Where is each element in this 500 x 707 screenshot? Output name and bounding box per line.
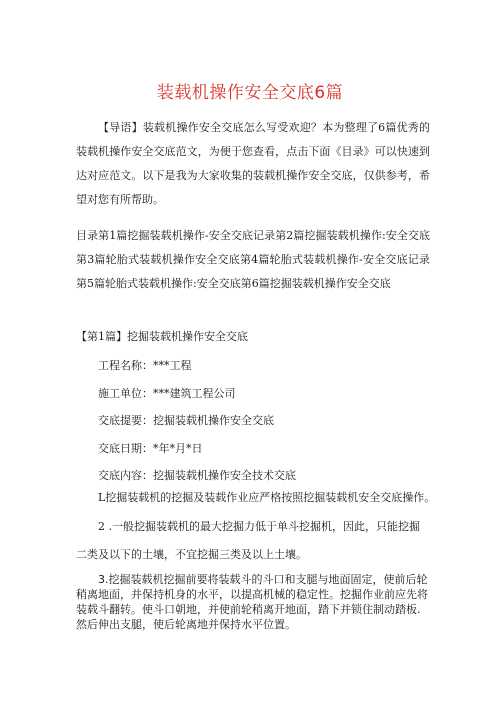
rule-item-1: L挖掘装载机的挖掘及装载作业应严格按照挖掘装载机安全交底操作。 — [98, 491, 436, 504]
field-construction-unit: 施工单位：***建筑工程公司 — [98, 386, 236, 400]
rule-item-3: 3.挖掘装载机挖掘前要将装载斗的斗口和支腿与地面固定，使前后轮稍离地面，并保持机身的水平，以提高机械的稳定性。挖掘作业前应先将装载斗翻转。使斗口朝地，并使前轮稍离开地面，踏下并锁住制动踏板.然后伸出支腿，使后轮离地并保持水平位置。 — [76, 573, 428, 631]
disclosure-fields — [98, 352, 296, 490]
table-of-contents: 目录第1篇挖掘装载机操作-安全交底记录第2篇挖掘装载机操作:安全交底第3篇轮胎式装载机操作安全交底第4篇轮胎式装载机操作-安全交底记录第5篇轮胎式装载机操作:安全交底第6篇挖掘装载机操作安全交底 — [76, 229, 430, 290]
section-1-heading: 【第1篇】挖掘装载机操作安全交底 — [76, 330, 248, 343]
field-disclosure-content: 交底内容：挖掘装载机操作安全技术交底 — [98, 469, 296, 483]
intro-paragraph: 【导语】装载机操作安全交底怎么写受欢迎？本为整理了6篇优秀的装载机操作安全交底范文，为便于您查看，点击下面《目录》可以快速到达对应范文。以下是我为大家收集的装载机操作安全交底，仅供参考，希望对您有所帮助。 — [76, 121, 430, 206]
field-disclosure-date: 交底日期：*年*月*日 — [98, 441, 203, 455]
rule-item-2: 2 .一般挖掘装载机的最大挖掘力低于单斗挖掘机，因此，只能挖掘二类及以下的土壤，不宜挖掘三类及以上土壤。 — [76, 520, 420, 561]
field-disclosure-summary: 交底提要：挖掘装载机操作安全交底 — [98, 414, 274, 428]
field-project-name: 工程名称：***工程 — [98, 359, 192, 372]
document-title: 装载机操作安全交底6篇 — [156, 83, 344, 103]
